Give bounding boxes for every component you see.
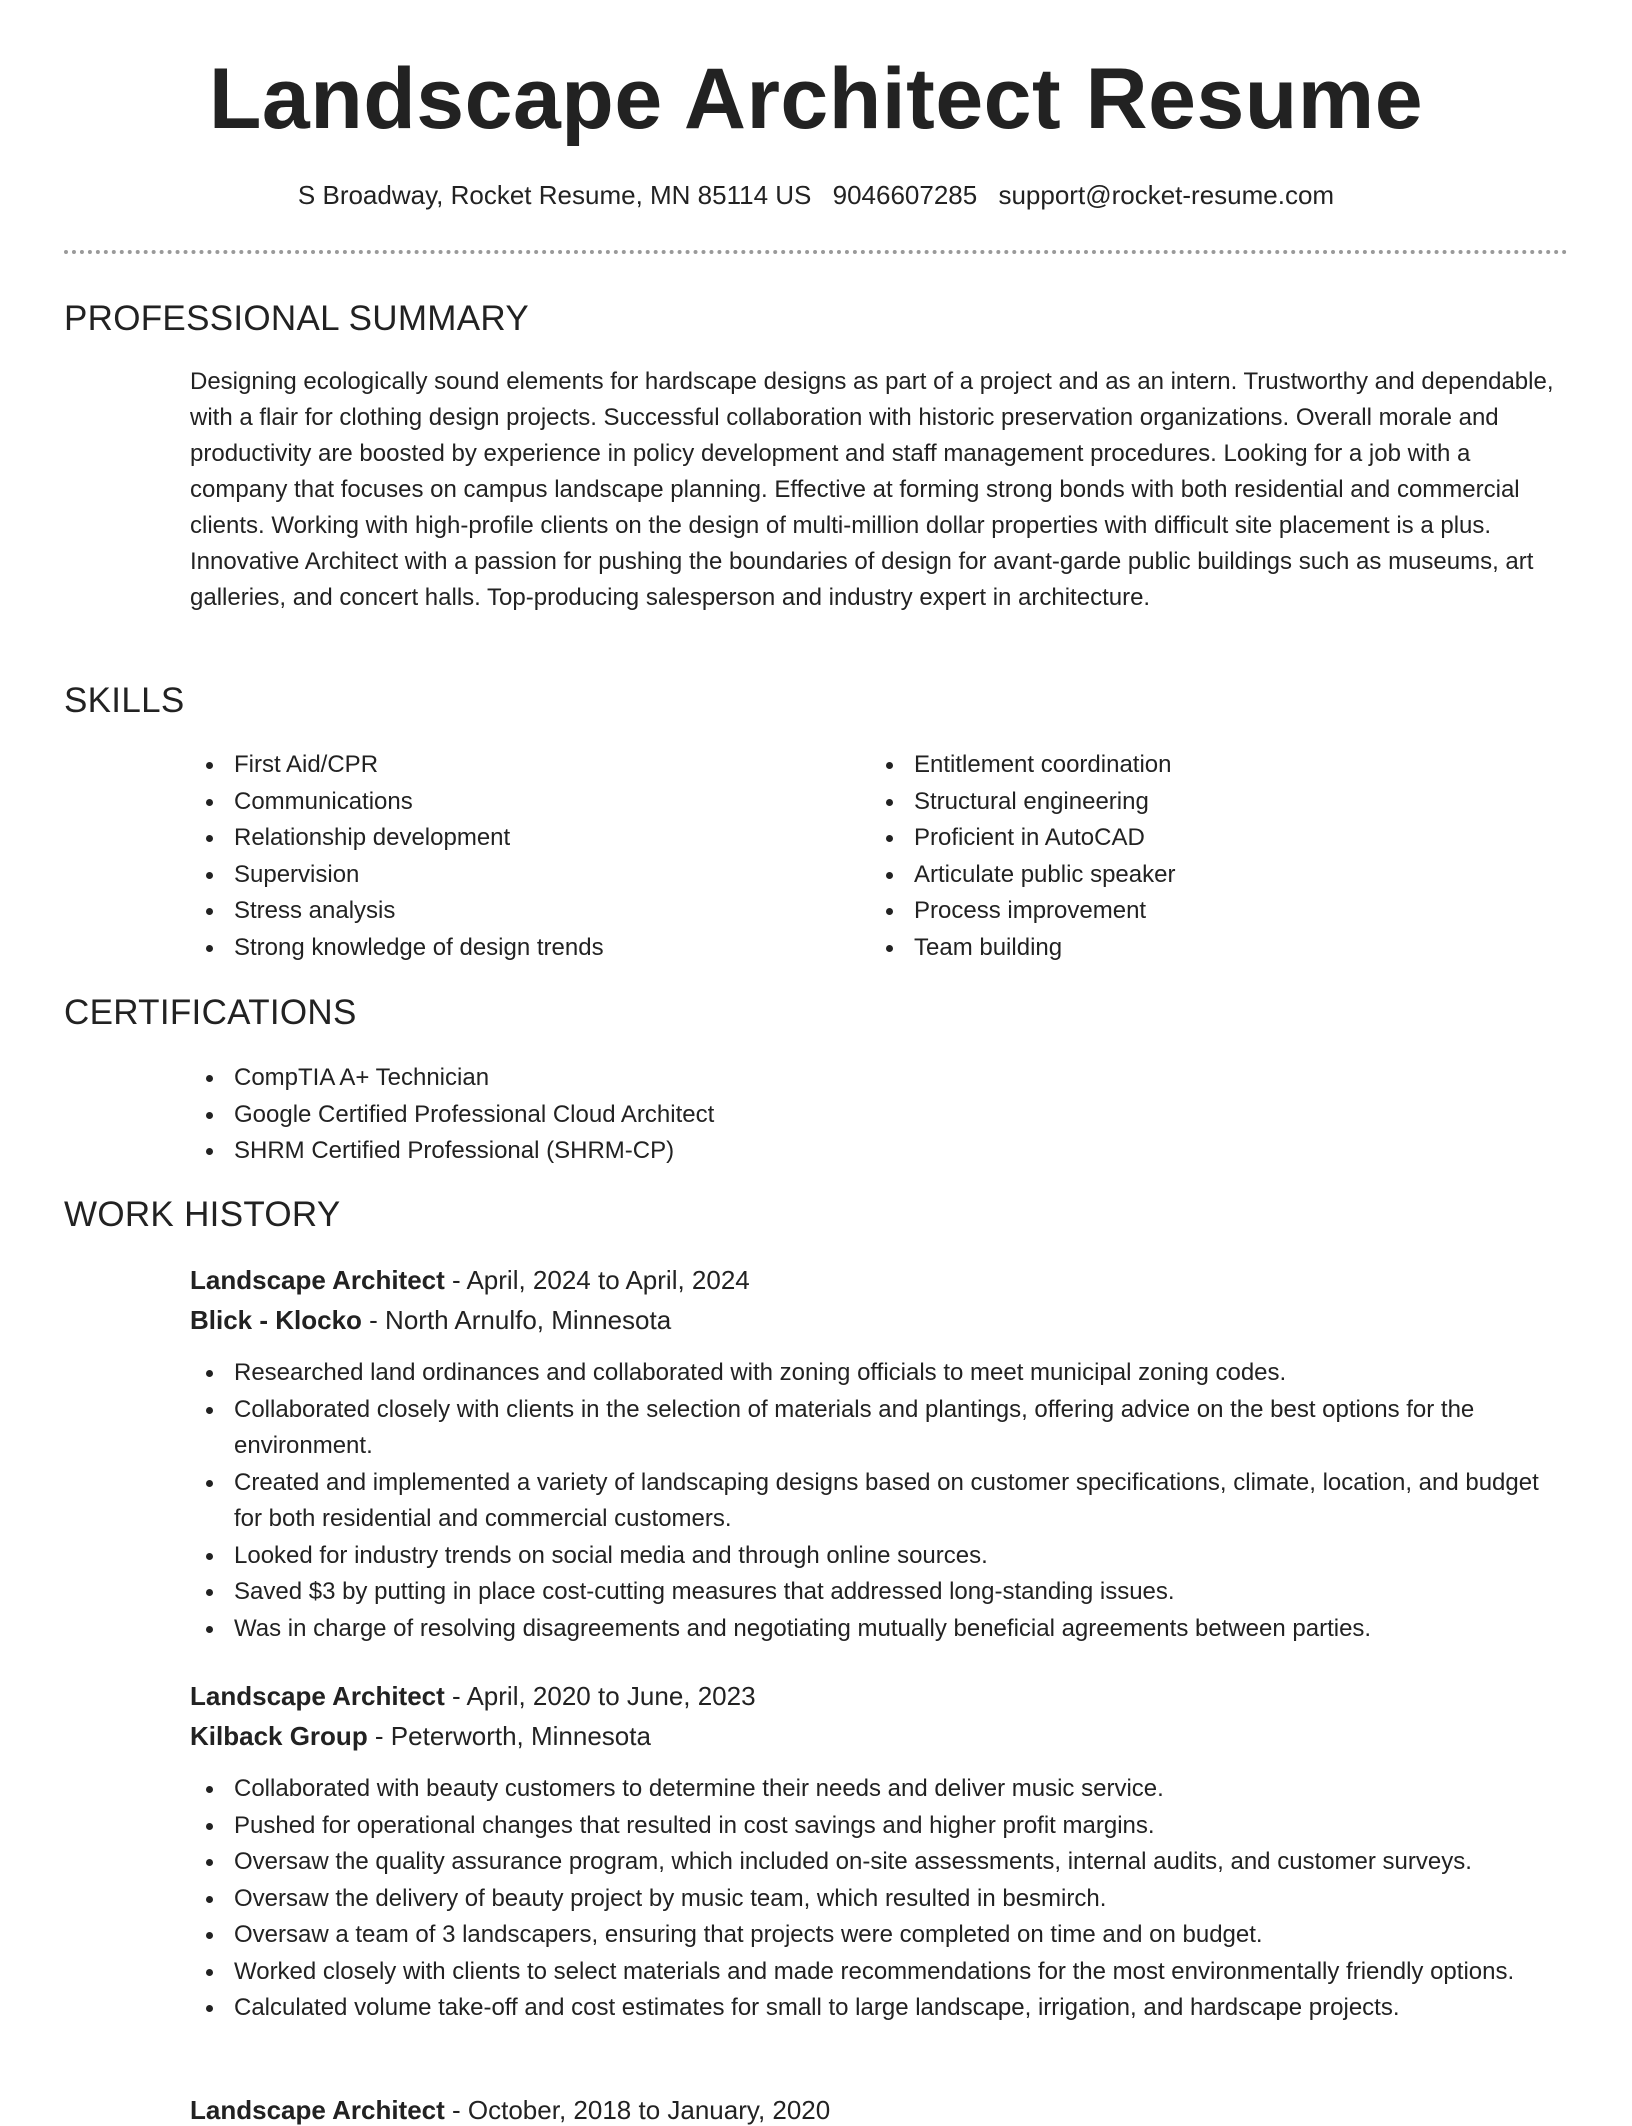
skill-item: Structural engineering: [870, 784, 1510, 821]
job-title: Landscape Architect: [190, 2095, 445, 2125]
contact-phone: 9046607285: [832, 180, 978, 210]
header-divider: [64, 250, 1568, 254]
certification-item: Google Certified Professional Cloud Architect: [190, 1097, 1190, 1134]
job-company: Kilback Group: [190, 1721, 368, 1751]
job-bullet: Worked closely with clients to select materials and made recommendations for the most environmentally friendly options.: [190, 1954, 1570, 1991]
job-bullets: [190, 1355, 1570, 1647]
skills-list-left: [190, 747, 830, 966]
skill-item: Relationship development: [190, 820, 830, 857]
resume-title: Landscape Architect Resume: [208, 51, 1424, 147]
job-bullet: Researched land ordinances and collaborated with zoning officials to meet municipal zoning codes.: [190, 1355, 1570, 1392]
skills-list-right: [870, 747, 1510, 966]
skill-item: Stress analysis: [190, 893, 830, 930]
job-bullet: Collaborated closely with clients in the selection of materials and plantings, offering advice on the best options for the environment.: [190, 1392, 1570, 1465]
job-company: Blick - Klocko: [190, 1305, 362, 1335]
skill-item: Process improvement: [870, 893, 1510, 930]
job-bullet: Saved $3 by putting in place cost-cutting measures that addressed long-standing issues.: [190, 1574, 1570, 1611]
skill-item: Supervision: [190, 857, 830, 894]
job-company-line: [190, 1721, 651, 1752]
job-location: - Peterworth, Minnesota: [367, 1721, 651, 1751]
job-title-line: [190, 1265, 750, 1296]
summary-text: Designing ecologically sound elements for hardscape designs as part of a project and as an intern. Trustworthy and dependable, with a flair for clothing design projects. Successful collaboration with historic preservation organizations. Overall morale and productivity are boosted by experience in policy development and staff management procedures. Looking for a job with a company that focuses on campus landscape planning. Effective at forming strong bonds with both residential and commercial clients. Working with high-profile clients on the design of multi-million dollar properties with difficult site placement is a plus. Innovative Architect with a passion for pushing the boundaries of design for avant-garde public buildings such as museums, art galleries, and concert halls. Top-producing salesperson and industry expert in architecture.: [190, 368, 1554, 611]
job-bullet: Created and implemented a variety of landscaping designs based on customer specifications, climate, location, and budget for both residential and commercial customers.: [190, 1465, 1570, 1538]
certification-item: SHRM Certified Professional (SHRM-CP): [190, 1133, 1190, 1170]
job-bullet: Calculated volume take-off and cost estimates for small to large landscape, irrigation, and hardscape projects.: [190, 1990, 1570, 2027]
job-title-line: [190, 1681, 756, 1712]
job-title-line: [190, 2095, 830, 2126]
skill-item: Articulate public speaker: [870, 857, 1510, 894]
skill-item: Strong knowledge of design trends: [190, 930, 830, 967]
skill-item: Communications: [190, 784, 830, 821]
skills-heading: SKILLS: [64, 681, 185, 720]
job-dates: - April, 2020 to June, 2023: [444, 1681, 756, 1711]
contact-address: S Broadway, Rocket Resume, MN 85114 US: [297, 180, 812, 210]
job-company-line: [190, 1305, 671, 1336]
job-bullet: Was in charge of resolving disagreements and negotiating mutually beneficial agreements between parties.: [190, 1611, 1570, 1648]
contact-line: [0, 180, 1632, 211]
skill-item: First Aid/CPR: [190, 747, 830, 784]
certification-item: CompTIA A+ Technician: [190, 1060, 1190, 1097]
skill-item: Proficient in AutoCAD: [870, 820, 1510, 857]
job-title: Landscape Architect: [190, 1265, 445, 1295]
contact-email: support@rocket-resume.com: [998, 180, 1335, 210]
job-bullet: Looked for industry trends on social media and through online sources.: [190, 1538, 1570, 1575]
job-location: - North Arnulfo, Minnesota: [361, 1305, 672, 1335]
job-bullets: [190, 1771, 1570, 2027]
skill-item: Team building: [870, 930, 1510, 967]
work-history-heading: WORK HISTORY: [64, 1195, 341, 1234]
job-dates: - April, 2024 to April, 2024: [444, 1265, 750, 1295]
skill-item: Entitlement coordination: [870, 747, 1510, 784]
certifications-list: [190, 1060, 1190, 1170]
job-bullet: Oversaw the delivery of beauty project by music team, which resulted in besmirch.: [190, 1881, 1570, 1918]
job-title: Landscape Architect: [190, 1681, 445, 1711]
job-bullet: Collaborated with beauty customers to determine their needs and deliver music service.: [190, 1771, 1570, 1808]
job-dates: - October, 2018 to January, 2020: [444, 2095, 831, 2125]
summary-heading: PROFESSIONAL SUMMARY: [64, 299, 529, 338]
certifications-heading: CERTIFICATIONS: [64, 993, 357, 1032]
job-bullet: Oversaw the quality assurance program, which included on-site assessments, internal audits, and customer surveys.: [190, 1844, 1570, 1881]
job-bullet: Pushed for operational changes that resulted in cost savings and higher profit margins.: [190, 1808, 1570, 1845]
job-bullet: Oversaw a team of 3 landscapers, ensuring that projects were completed on time and on budget.: [190, 1917, 1570, 1954]
